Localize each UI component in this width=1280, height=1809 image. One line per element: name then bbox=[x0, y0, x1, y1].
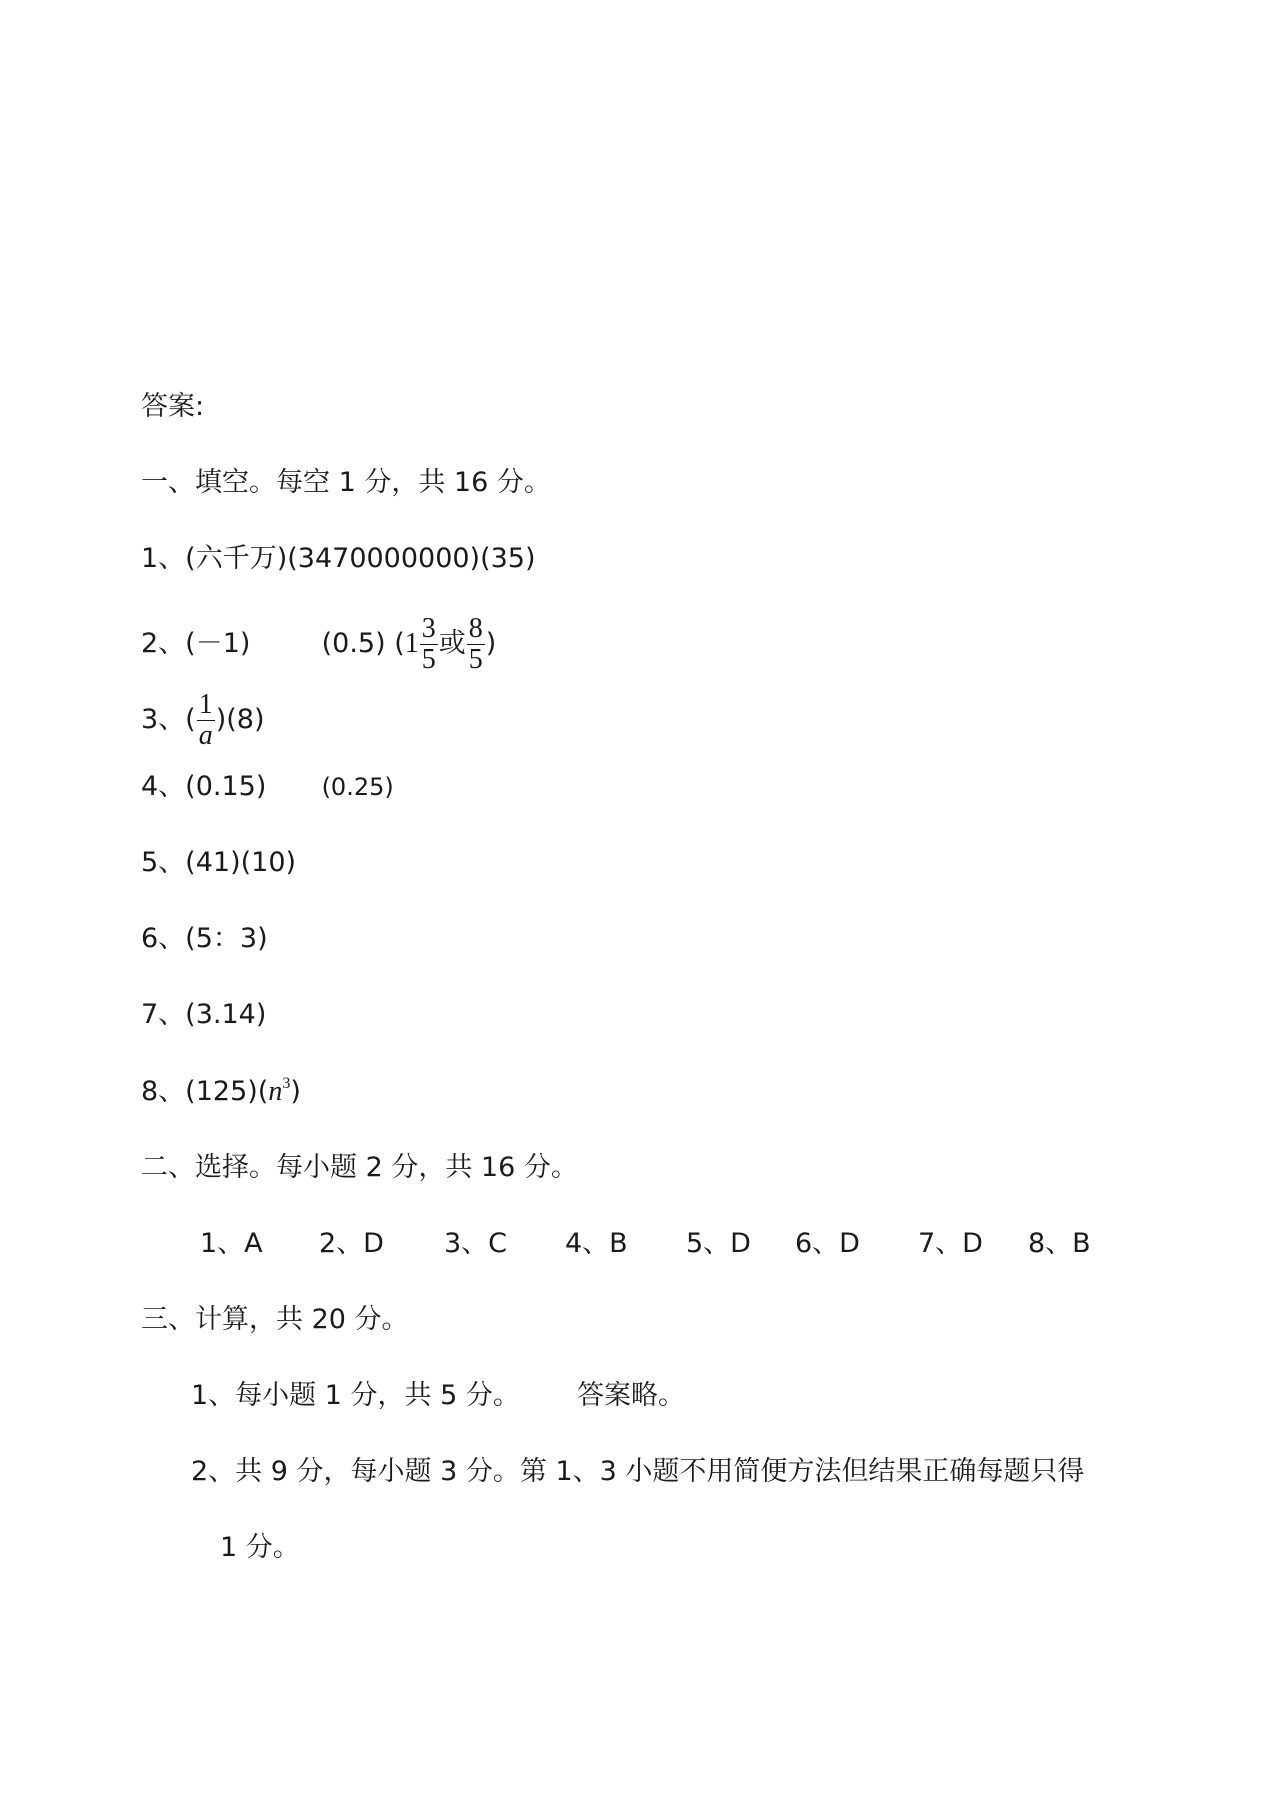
fill-answer-7: 7、(3.14) bbox=[141, 999, 267, 1030]
mixed-number-whole: 1 bbox=[404, 628, 419, 659]
fill-answer-3 bbox=[141, 690, 265, 751]
choice-answer: 3、C bbox=[444, 1228, 508, 1259]
choice-answer: 1、A bbox=[200, 1228, 263, 1259]
fill-answer-8-prefix: 8、(125)( bbox=[141, 1076, 269, 1107]
fill-answer-4-a: 4、(0.15) bbox=[141, 771, 267, 802]
fill-answer-6: 6、(5：3) bbox=[141, 923, 268, 954]
fill-answer-4 bbox=[141, 770, 394, 804]
section-2-heading: 二、选择。每小题 2 分，共 16 分。 bbox=[141, 1152, 578, 1183]
choice-answer: 7、D bbox=[918, 1228, 983, 1259]
fill-answer-3-suffix: )(8) bbox=[215, 704, 265, 735]
fill-answer-5: 5、(41)(10) bbox=[141, 847, 297, 878]
fill-answer-2-b: (0.5) bbox=[321, 628, 386, 659]
fill-answer-4-b: (0.25) bbox=[321, 773, 394, 801]
calc-item-2-line-2: 1 分。 bbox=[220, 1532, 300, 1563]
fill-answer-2-c-close: ) bbox=[485, 628, 497, 659]
fill-answer-2-c-open: ( bbox=[394, 628, 405, 659]
power-exponent: 3 bbox=[282, 1075, 291, 1092]
section-1-heading: 一、填空。每空 1 分，共 16 分。 bbox=[141, 467, 551, 498]
fill-answer-2-prefix: 2、(－1) bbox=[141, 628, 251, 659]
answers-title: 答案: bbox=[141, 391, 205, 422]
fill-answer-1: 1、(六千万)(3470000000)(35) bbox=[141, 543, 536, 574]
calc-item-1 bbox=[191, 1379, 685, 1413]
fraction-8-5: $\frac{8}{5}$ bbox=[468, 613, 483, 675]
fill-answer-3-prefix: 3、( bbox=[141, 704, 196, 735]
choice-answer: 2、D bbox=[319, 1228, 384, 1259]
or-word: 或 bbox=[438, 628, 466, 659]
choice-answer: 5、D bbox=[686, 1228, 751, 1259]
fraction-1-over-a: $\frac{1}{a}$ bbox=[198, 689, 213, 751]
section-3-heading: 三、计算，共 20 分。 bbox=[141, 1304, 409, 1335]
fill-answer-2 bbox=[141, 614, 496, 675]
fill-answer-8 bbox=[141, 1075, 301, 1109]
calc-item-1-note: 答案略。 bbox=[577, 1380, 686, 1411]
calc-item-2-line-1: 2、共 9 分，每小题 3 分。第 1、3 小题不用简便方法但结果正确每题只得 bbox=[191, 1456, 1085, 1487]
fill-answer-8-suffix: ) bbox=[290, 1076, 301, 1107]
choice-answer: 4、B bbox=[565, 1228, 628, 1259]
calc-item-1-text: 1、每小题 1 分，共 5 分。 bbox=[191, 1380, 520, 1411]
power-base: n bbox=[268, 1076, 283, 1107]
fraction-3-5: $\frac{3}{5}$ bbox=[421, 613, 436, 675]
choice-answer: 6、D bbox=[795, 1228, 860, 1259]
choice-answer: 8、B bbox=[1028, 1228, 1091, 1259]
